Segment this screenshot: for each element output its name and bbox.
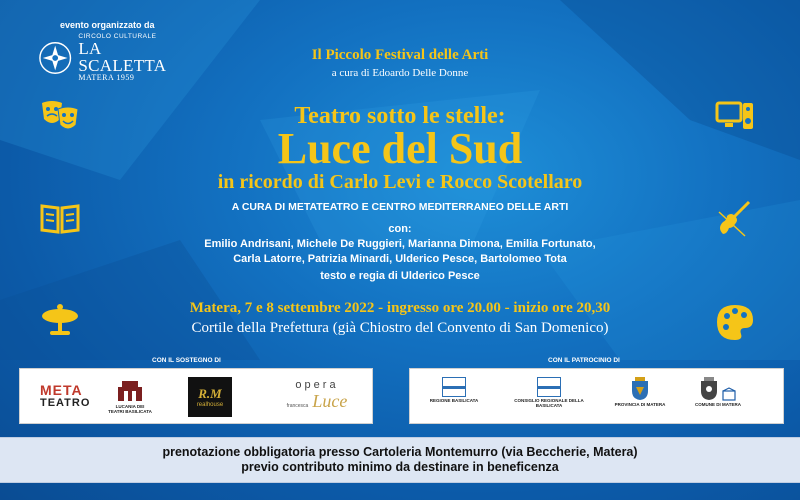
cast-line-2: Carla Latorre, Patrizia Minardi, Ulderico Pesce, Bartolomeo Tota [233,253,567,265]
dates-line: Matera, 7 e 8 settembre 2022 - ingresso ore 20.00 - inizio ore 20,30 [189,300,611,316]
org-sub-text: MATERA 1959 [78,73,135,83]
show-by: A CURA DI METATEATRO E CENTRO MEDITERRANEO DELLE ARTI [231,201,569,213]
support-label: CON IL SOSTEGNO DI [152,357,221,364]
booking-banner [0,437,800,483]
patron-logo-4 [688,377,748,408]
org-name: LA SCALETTA [78,39,167,76]
support-logos-panel [19,368,373,424]
palette-icon [715,302,755,342]
venue-line: Cortile della Prefettura (già Chiostro del Convento di San Domenico) [191,320,609,336]
rm-logo [188,377,232,417]
festival-curator: a cura di Edoardo Delle Donne [331,67,469,79]
regione-shield-icon [442,377,466,397]
cast-line-1: Emilio Andrisani, Michele De Ruggieri, Marianna Dimona, Emilia Fortunato, [204,238,596,250]
unesco-icon [722,387,736,401]
provincia-crest-icon [630,377,650,401]
opera-luce-logo [272,379,362,412]
opera-top: opera [295,379,339,391]
patronage-label: CON IL PATROCINIO DI [548,357,620,364]
patron-logo-3 [610,377,670,408]
show-kicker: Teatro sotto le stelle: [294,103,506,129]
rm-monogram: R.M [198,386,222,401]
theatre-building-icon [116,379,144,403]
comune-crest-icon [700,377,718,401]
patron-logo-2 [514,377,584,409]
meta-bottom: TEATRO [40,397,91,409]
cast-label: con: [388,223,412,235]
show-subtitle: in ricordo di Carlo Levi e Rocco Scotellaro [217,171,583,193]
book-icon [40,198,80,238]
organized-by-label: evento organizzato da [60,20,155,30]
booking-line-1: prenotazione obbligatoria presso Cartoleria Montemurro (via Beccherie, Matera) [162,445,638,459]
patron-name-4: COMUNE DI MATERA [695,402,741,407]
theatre-masks-icon [40,97,80,137]
booking-line-2: previo contributo minimo da destinare in beneficenza [241,460,559,474]
patron-logo-1 [424,377,484,404]
violin-icon [715,198,755,238]
festival-title: Il Piccolo Festival delle Arti [311,47,489,63]
patron-name-1: REGIONE BASILICATA [429,398,479,403]
speaker-computer-icon [715,97,755,137]
patron-name-2: CONSIGLIO REGIONALE DELLA BASILICATA [514,398,584,408]
patron-name-3: PROVINCIA DI MATERA [614,402,666,407]
consiglio-shield-icon [537,377,561,397]
metateatro-logo [40,383,90,409]
lamp-icon [40,300,80,340]
direction-line: testo e regia di Ulderico Pesce [320,270,480,282]
meta-top: META [40,382,83,398]
opera-script: Luce [312,391,348,411]
ldt-logo [108,379,152,415]
opera-left: francesca [286,403,309,409]
patronage-logos-panel [409,368,784,424]
show-title: Luce del Sud [277,124,523,173]
rm-caption: realhouse [196,402,224,408]
org-small-text: CIRCOLO CULTURALE [78,32,157,40]
ldt-caption: LUCANIA DEI TEATRI BASILICATA [108,404,152,414]
